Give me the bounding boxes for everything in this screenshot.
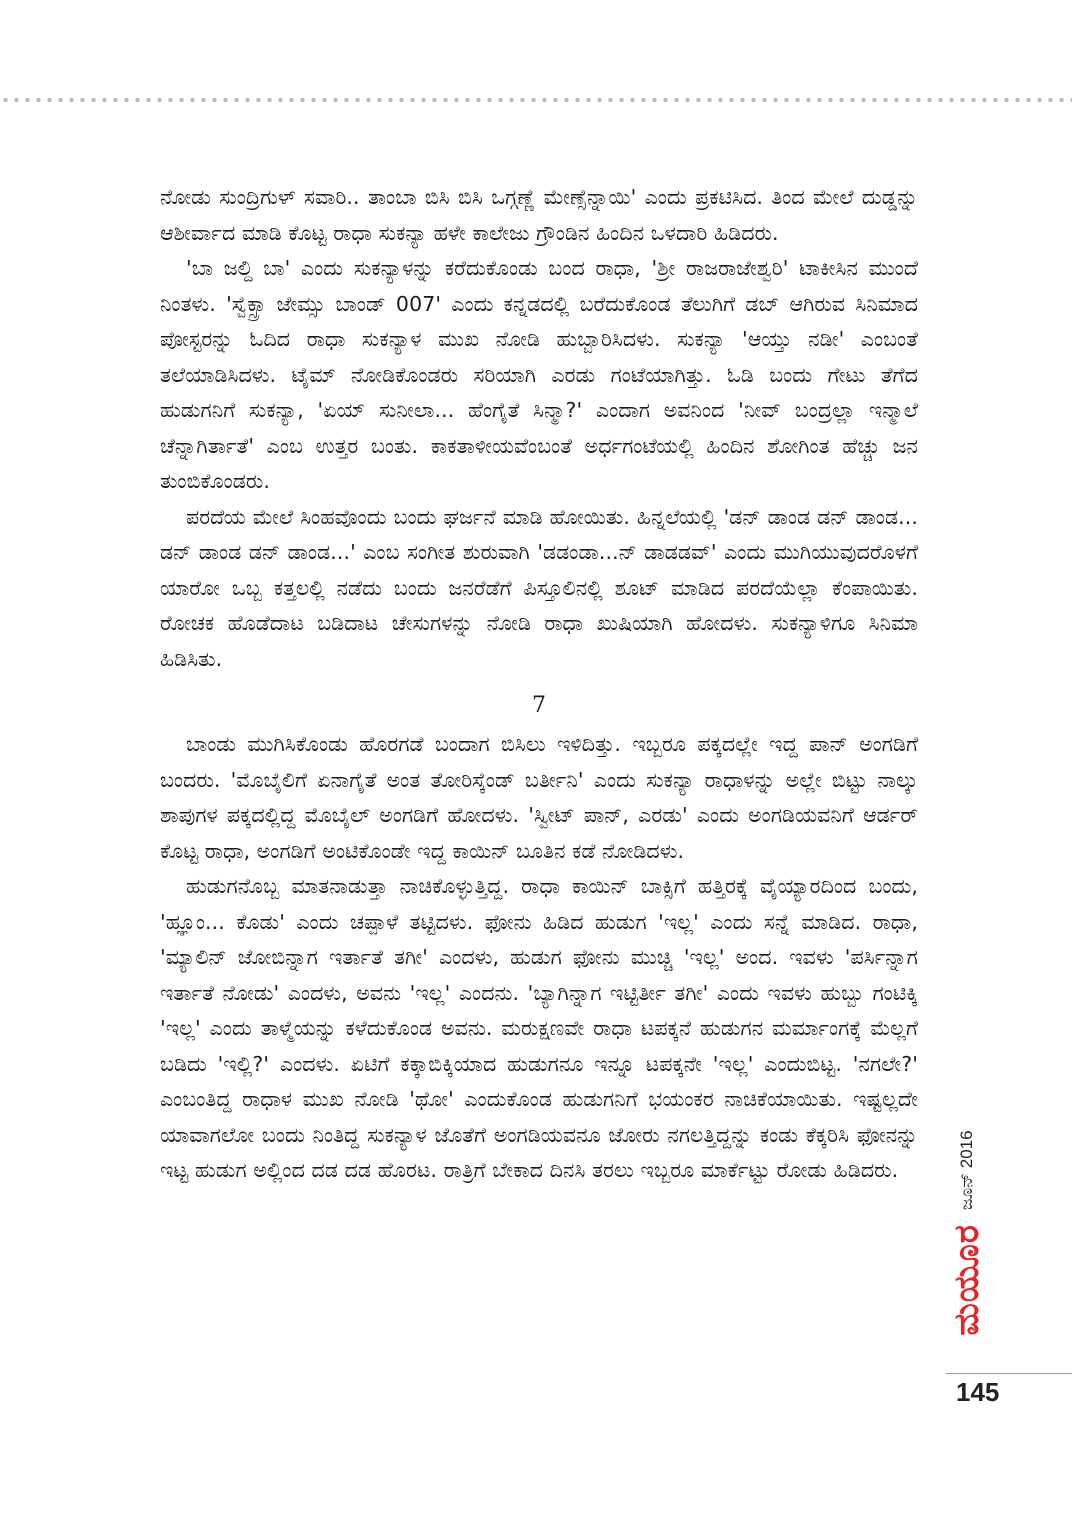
article-body — [160, 180, 918, 1189]
paragraph-1: ನೋಡು ಸುಂದ್ರಿಗುಳ್ ಸವಾರಿ.. ತಾಂಬಾ ಬಿಸಿ ಬಿಸಿ ಒಗ್ಗಣ್ಣೆ ಮೇಣ್ಸೆನ್ನಾಯಿ' ಎಂದು ಪ್ರಕಟಿಸಿದ. ತಿಂದ ಮೇಲೆ ದುಡ್ಡನ್ನು ಆಶೀರ್ವಾದ ಮಾಡಿ ಕೊಟ್ಟ ರಾಧಾ ಸುಕನ್ಯಾ ಹಳೇ ಕಾಲೇಜು ಗ್ರೌಂಡಿನ ಹಿಂದಿನ ಒಳದಾರಿ ಹಿಡಿದರು. — [160, 185, 918, 245]
issue-date: ಜೂನ್ 2016 — [957, 1129, 976, 1210]
magazine-logo: ಮಯೂರ — [947, 1223, 987, 1336]
page-number: 145 — [956, 1377, 1000, 1407]
page-number-rule — [946, 1373, 1072, 1374]
section-number: 7 — [532, 693, 546, 718]
paragraph-4: ಬಾಂಡು ಮುಗಿಸಿಕೊಂಡು ಹೊರಗಡೆ ಬಂದಾಗ ಬಿಸಿಲು ಇಳಿದಿತ್ತು. ಇಬ್ಬರೂ ಪಕ್ಕದಲ್ಲೇ ಇದ್ದ ಪಾನ್ ಅಂಗಡಿಗೆ ಬಂದರು. 'ಮೊಬೈಲಿಗೆ ಏನಾಗೈತೆ ಅಂತ ತೋರಿಸ್ಕೆಂಡ್ ಬರ್ತೀನಿ' ಎಂದು ಸುಕನ್ಯಾ ರಾಧಾಳನ್ನು ಅಲ್ಲೇ ಬಿಟ್ಟು ನಾಲ್ಕು ಶಾಪುಗಳ ಪಕ್ಕದಲ್ಲಿದ್ದ ಮೊಬೈಲ್ ಅಂಗಡಿಗೆ ಹೋದಳು. 'ಸ್ವೀಟ್ ಪಾನ್, ಎರಡು' ಎಂದು ಅಂಗಡಿಯವನಿಗೆ ಆರ್ಡರ್ ಕೊಟ್ಟ ರಾಧಾ, ಅಂಗಡಿಗೆ ಅಂಟಿಕೊಂಡೇ ಇದ್ದ ಕಾಯಿನ್ ಬೂತಿನ ಕಡೆ ನೋಡಿದಳು. — [160, 732, 918, 863]
magazine-side-label — [947, 1100, 987, 1365]
dotted-rule — [0, 96, 1072, 104]
paragraph-5: ಹುಡುಗನೊಬ್ಬ ಮಾತನಾಡುತ್ತಾ ನಾಚಿಕೊಳ್ಳುತ್ತಿದ್ದ. ರಾಧಾ ಕಾಯಿನ್ ಬಾಕ್ಸಿಗೆ ಹತ್ತಿರಕ್ಕೆ ವೈಯ್ಯಾರದಿಂದ ಬಂದು, 'ಹ್ಞೂಂ... ಕೊಡು' ಎಂದು ಚಪ್ಪಾಳೆ ತಟ್ಟಿದಳು. ಫೋನು ಹಿಡಿದ ಹುಡುಗ 'ಇಲ್ಲ' ಎಂದು ಸನ್ನೆ ಮಾಡಿದ. ರಾಧಾ, 'ಮ್ಯಾಲಿನ್ ಜೋಬಿನ್ನಾಗ ಇರ್ತಾತೆ ತಗೀ' ಎಂದಳು, ಹುಡುಗ ಫೋನು ಮುಚ್ಚಿ 'ಇಲ್ಲ' ಅಂದ. ಇವಳು 'ಪರ್ಸಿನ್ನಾಗ ಇರ್ತಾತೆ ನೋಡು' ಎಂದಳು, ಅವನು 'ಇಲ್ಲ' ಎಂದನು. 'ಬ್ಯಾಗಿನ್ನಾಗ ಇಟ್ಟಿರ್ತೀ ತಗೀ' ಎಂದು ಇವಳು ಹುಬ್ಬು ಗಂಟಿಕ್ಕಿ 'ಇಲ್ಲ' ಎಂದು ತಾಳ್ಮೆಯನ್ನು ಕಳೆದುಕೊಂಡ ಅವನು. ಮರುಕ್ಷಣವೇ ರಾಧಾ ಟಪಕ್ಕನೆ ಹುಡುಗನ ಮರ್ಮಾಂಗಕ್ಕೆ ಮೆಲ್ಲಗೆ ಬಡಿದು 'ಇಲ್ಲಿ?' ಎಂದಳು. ಏಟಿಗೆ ಕಕ್ಕಾಬಿಕ್ಕಿಯಾದ ಹುಡುಗನೂ ಇನ್ನೂ ಟಪಕ್ಕನೇ 'ಇಲ್ಲ' ಎಂದುಬಿಟ್ಟ. 'ನಗಲೇ?' ಎಂಬಂತಿದ್ದ ರಾಧಾಳ ಮುಖ ನೋಡಿ 'ಥೋ' ಎಂದುಕೊಂಡ ಹುಡುಗನಿಗೆ ಭಯಂಕರ ನಾಚಿಕೆಯಾಯಿತು. ಇಷ್ಟಲ್ಲದೇ ಯಾವಾಗಲೋ ಬಂದು ನಿಂತಿದ್ದ ಸುಕನ್ಯಾಳ ಜೊತೆಗೆ ಅಂಗಡಿಯವನೂ ಜೋರು ನಗಲತ್ತಿದ್ದನ್ನು ಕಂಡು ಕೆಕ್ಕರಿಸಿ ಫೋನನ್ನು ಇಟ್ಟ ಹುಡುಗ ಅಲ್ಲಿಂದ ದಡ ದಡ ಹೊರಟ. ರಾತ್ರಿಗೆ ಬೇಕಾದ ದಿನಸಿ ತರಲು ಇಬ್ಬರೂ ಮಾರ್ಕೆಟ್ಟು ರೋಡು ಹಿಡಿದರು. — [160, 874, 918, 1182]
paragraph-2: 'ಬಾ ಜಲ್ದಿ ಬಾ' ಎಂದು ಸುಕನ್ಯಾಳನ್ನು ಕರೆದುಕೊಂಡು ಬಂದ ರಾಧಾ, 'ಶ್ರೀ ರಾಜರಾಜೇಶ್ವರಿ' ಟಾಕೀಸಿನ ಮುಂದೆ ನಿಂತಳು. 'ಸ್ವೆಕ್ಸ್ರಾ ಜೇಮ್ಸು ಬಾಂಡ್ 007' ಎಂದು ಕನ್ನಡದಲ್ಲಿ ಬರೆದುಕೊಂಡ ತೆಲುಗಿಗೆ ಡಬ್ ಆಗಿರುವ ಸಿನಿಮಾದ ಪೋಸ್ಟರನ್ನು ಓದಿದ ರಾಧಾ ಸುಕನ್ಯಾಳ ಮುಖ ನೋಡಿ ಹುಬ್ಬಾರಿಸಿದಳು. ಸುಕನ್ಯಾ 'ಆಯ್ತು ನಡೀ' ಎಂಬಂತೆ ತಲೆಯಾಡಿಸಿದಳು. ಟೈಮ್ ನೋಡಿಕೊಂಡರು ಸರಿಯಾಗಿ ಎರಡು ಗಂಟೆಯಾಗಿತ್ತು. ಓಡಿ ಬಂದು ಗೇಟು ತೆಗೆದ ಹುಡುಗನಿಗೆ ಸುಕನ್ಯಾ, 'ಏಯ್ ಸುನೀಲಾ... ಹೆಂಗೈತೆ ಸಿನ್ಮಾ?' ಎಂದಾಗ ಅವನಿಂದ 'ನೀವ್ ಬಂದ್ರಲ್ಲಾ ಇನ್ಮಾಲೆ ಚೆನ್ನಾಗಿರ್ತಾತೆ' ಎಂಬ ಉತ್ತರ ಬಂತು. ಕಾಕತಾಳೀಯವೆಂಬಂತೆ ಅರ್ಧಗಂಟೆಯಲ್ಲಿ ಹಿಂದಿನ ಶೋಗಿಂತ ಹೆಚ್ಚು ಜನ ತುಂಬಿಕೊಂಡರು. — [160, 256, 918, 493]
paragraph-3: ಪರದೆಯ ಮೇಲೆ ಸಿಂಹವೊಂದು ಬಂದು ಘರ್ಜನೆ ಮಾಡಿ ಹೋಯಿತು. ಹಿನ್ನಲೆಯಲ್ಲಿ 'ಡನ್ ಡಾಂಡ ಡನ್ ಡಾಂಡ... ಡನ್ ಡಾಂಡ ಡನ್ ಡಾಂಡ...' ಎಂಬ ಸಂಗೀತ ಶುರುವಾಗಿ 'ಡಡಂಡಾ...ನ್ ಡಾಡಡವ್' ಎಂದು ಮುಗಿಯುವುದರೊಳಗೆ ಯಾರೋ ಒಬ್ಬ ಕತ್ತಲಲ್ಲಿ ನಡೆದು ಬಂದು ಜನರೆಡೆಗೆ ಪಿಸ್ತೂಲಿನಲ್ಲಿ ಶೂಟ್ ಮಾಡಿದ ಪರದೆಯೆಲ್ಲಾ ಕೆಂಪಾಯಿತು. ರೋಚಕ ಹೊಡೆದಾಟ ಬಡಿದಾಟ ಚೇಸುಗಳನ್ನು ನೋಡಿ ರಾಧಾ ಖುಷಿಯಾಗಿ ಹೋದಳು. ಸುಕನ್ಯಾಳಿಗೂ ಸಿನಿಮಾ ಹಿಡಿಸಿತು. — [160, 504, 918, 671]
